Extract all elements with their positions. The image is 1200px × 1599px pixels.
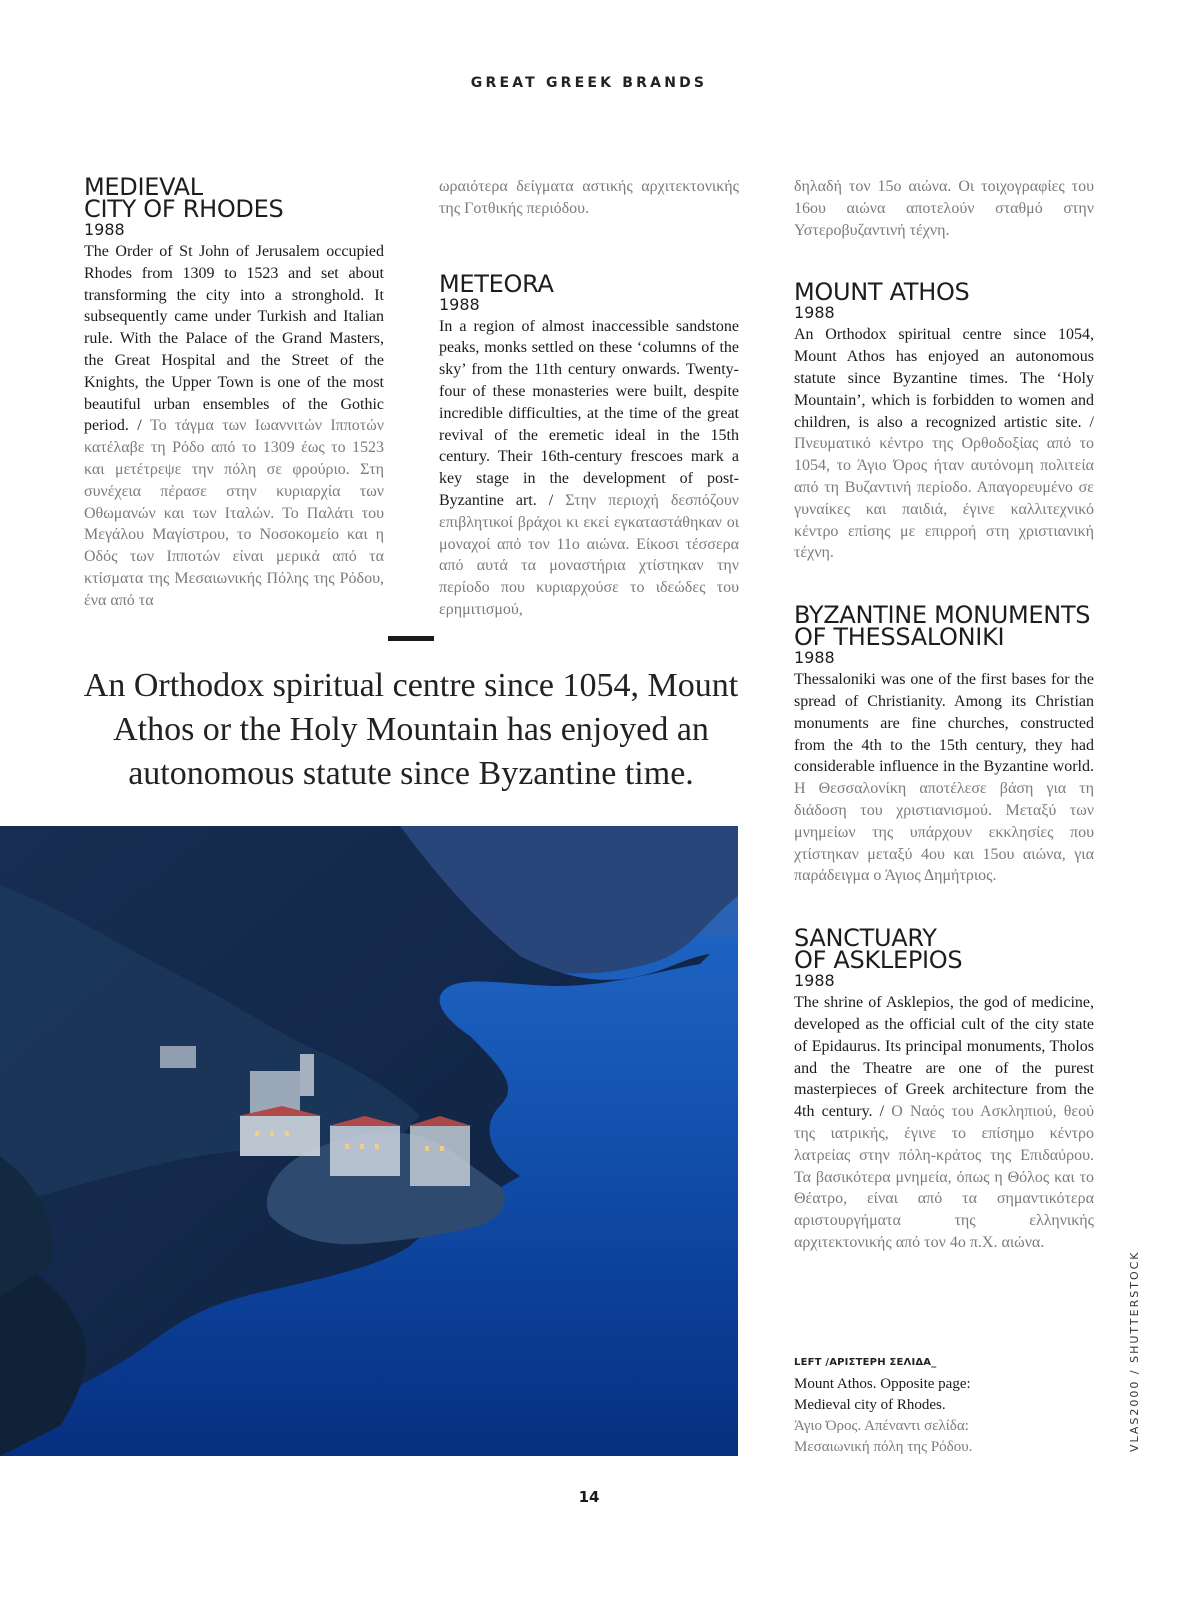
article-title-thessaloniki: BYZANTINE MONUMENTS OF THESSALONIKI <box>794 601 1091 652</box>
article-body-rhodes <box>84 241 384 612</box>
page-number: 14 <box>578 1488 600 1506</box>
photo-caption <box>794 1357 1024 1458</box>
photo-mount-athos <box>0 826 738 1456</box>
article-year-meteora: 1988 <box>439 294 480 314</box>
article-body-meteora <box>439 316 739 621</box>
article-title-athos: MOUNT ATHOS <box>794 278 970 307</box>
body-en: An Orthodox spiritual centre since 1054, Mount Athos has enjoyed an autonomous statute since Byzantine times. The ‘Holy Mountain’, which is forbidden to women and children, is also a recognized artistic site. / <box>794 326 1094 431</box>
body-gr: Πνευματικό κέντρο της Ορθοδοξίας από το 1054, το Άγιο Όρος ήταν αυτόνομη πολιτεία από τη Βυζαντινή περίοδο. Απαγορευμένο σε γυναίκες και παιδιά, έγινε καλλιτεχνικό κέντρο επίσης με επιρροή στη χριστιανική τέχνη. <box>794 435 1094 562</box>
body-gr: Το τάγμα των Ιωαννιτών Ιπποτών κατέλαβε τη Ρόδο από το 1309 έως το 1523 και μετέτρεψε την πόλη σε φρούριο. Στη συνέχεια πέρασε στην κυριαρχία των Οθωμανών και των Ιταλών. Το Παλάτι του Μεγάλου Μαγίστρου, το Νοσοκομείο και η Οδός των Ιπποτών είναι μερικά από τα κτίσματα της Μεσαιωνικής Πόλης της Ρόδου, ένα από τα <box>84 417 384 609</box>
caption-tag: LEFT /ΑΡΙΣΤΕΡΗ ΣΕΛΙΔΑ_ <box>794 1357 937 1368</box>
pullquote-dash <box>388 636 434 641</box>
article-body-thessaloniki <box>794 669 1094 887</box>
body-gr: Η Θεσσαλονίκη αποτέλεσε βάση για τη διάδοση του χριστιανισμού. Μεταξύ των μνημείων της υπάρχουν εκκλησίες που χτίστηκαν μεταξύ 4ου και 15ου αιώνα, για παράδειγμα ο Άγιος Δημήτριος. <box>794 780 1094 885</box>
article-year-asklepios: 1988 <box>794 971 835 991</box>
article-year-athos: 1988 <box>794 303 835 323</box>
running-head: GREAT GREEK BRANDS <box>470 75 708 91</box>
article-title-asklepios: SANCTUARY OF ASKLEPIOS <box>794 924 963 975</box>
body-gr: Στην περιοχή δεσπόζουν επιβλητικοί βράχοι κι εκεί εγκαταστάθηκαν οι μοναχοί από τον 11ο αιώνα. Είκοσι τέσσερα από αυτά τα μοναστήρια χτίστηκαν την περίοδο που κυριαρχούσε το ιδεώδες του ερημιτισμού, <box>439 491 740 618</box>
body-en: Thessaloniki was one of the first bases for the spread of Christianity. Among its Christian monuments are fine churches, constructed from the 4th to the 15th century, they had considerable influence in the Byzantine world. <box>794 671 1094 776</box>
article-body-meteora-continued: δηλαδή τον 15ο αιώνα. Οι τοιχογραφίες του 16ου αιώνα αποτελούν σταθμό στην Υστεροβυζαντινή τέχνη. <box>794 178 1094 239</box>
pullquote: An Orthodox spiritual centre since 1054, Mount Athos or the Holy Mountain has enjoyed an autonomous statute since Byzantine time. <box>83 667 739 792</box>
column-3 <box>794 176 1094 1254</box>
article-body-asklepios <box>794 992 1094 1254</box>
caption-gr: Άγιο Όρος. Απέναντι σελίδα: Μεσαιωνική πόλη της Ρόδου. <box>794 1418 973 1455</box>
article-body-rhodes-continued: ωραιότερα δείγματα αστικής αρχιτεκτονικής της Γοτθικής περιόδου. <box>439 178 739 217</box>
column-1 <box>84 173 384 612</box>
caption-en: Mount Athos. Opposite page: Medieval city of Rhodes. <box>794 1376 971 1413</box>
article-year-thessaloniki: 1988 <box>794 648 835 668</box>
column-2 <box>439 176 739 621</box>
article-body-athos <box>794 324 1094 564</box>
body-en: The shrine of Asklepios, the god of medicine, developed as the official cult of the city state of Epidaurus. Its principal monuments, Tholos and the Theatre are one of the purest masterpieces of Greek architecture from the 4th century. / <box>794 994 1094 1121</box>
article-title-rhodes: MEDIEVAL CITY OF RHODES <box>84 173 284 223</box>
body-en: The Order of St John of Jerusalem occupied Rhodes from 1309 to 1523 and set about transforming the city into a stronghold. It subsequently came under Turkish and Italian rule. With the Palace of the Grand Masters, the Great Hospital and the Street of the Knights, the Upper Town is one of the most beautiful urban ensembles of the Gothic period. / <box>84 243 384 435</box>
body-en: In a region of almost inaccessible sandstone peaks, monks settled on these ‘columns of the sky’ from the 11th century onwards. Twenty-four of these monasteries were built, despite incredible difficulties, at the time of the great revival of the eremetic ideal in the 15th century. Their 16th-century frescoes mark a key stage in the development of post-Byzantine art. / <box>439 317 739 509</box>
photo-credit: VLAS2000 / SHUTTERSTOCK <box>1128 1250 1141 1452</box>
article-title-meteora: METEORA <box>439 269 554 298</box>
article-year-rhodes: 1988 <box>84 220 125 239</box>
body-gr: Ο Ναός του Ασκληπιού, θεού της ιατρικής, έγινε το επίσημο κέντρο λατρείας στην πόλη-κράτος της Επιδαύρου. Τα βασικότερα μνημεία, όπως η Θόλος και το Θέατρο, είναι από τα σημαντικότερα αριστουργήματα της ελληνικής αρχιτεκτονικής από τον 4ο π.Χ. αιώνα. <box>794 1103 1095 1251</box>
